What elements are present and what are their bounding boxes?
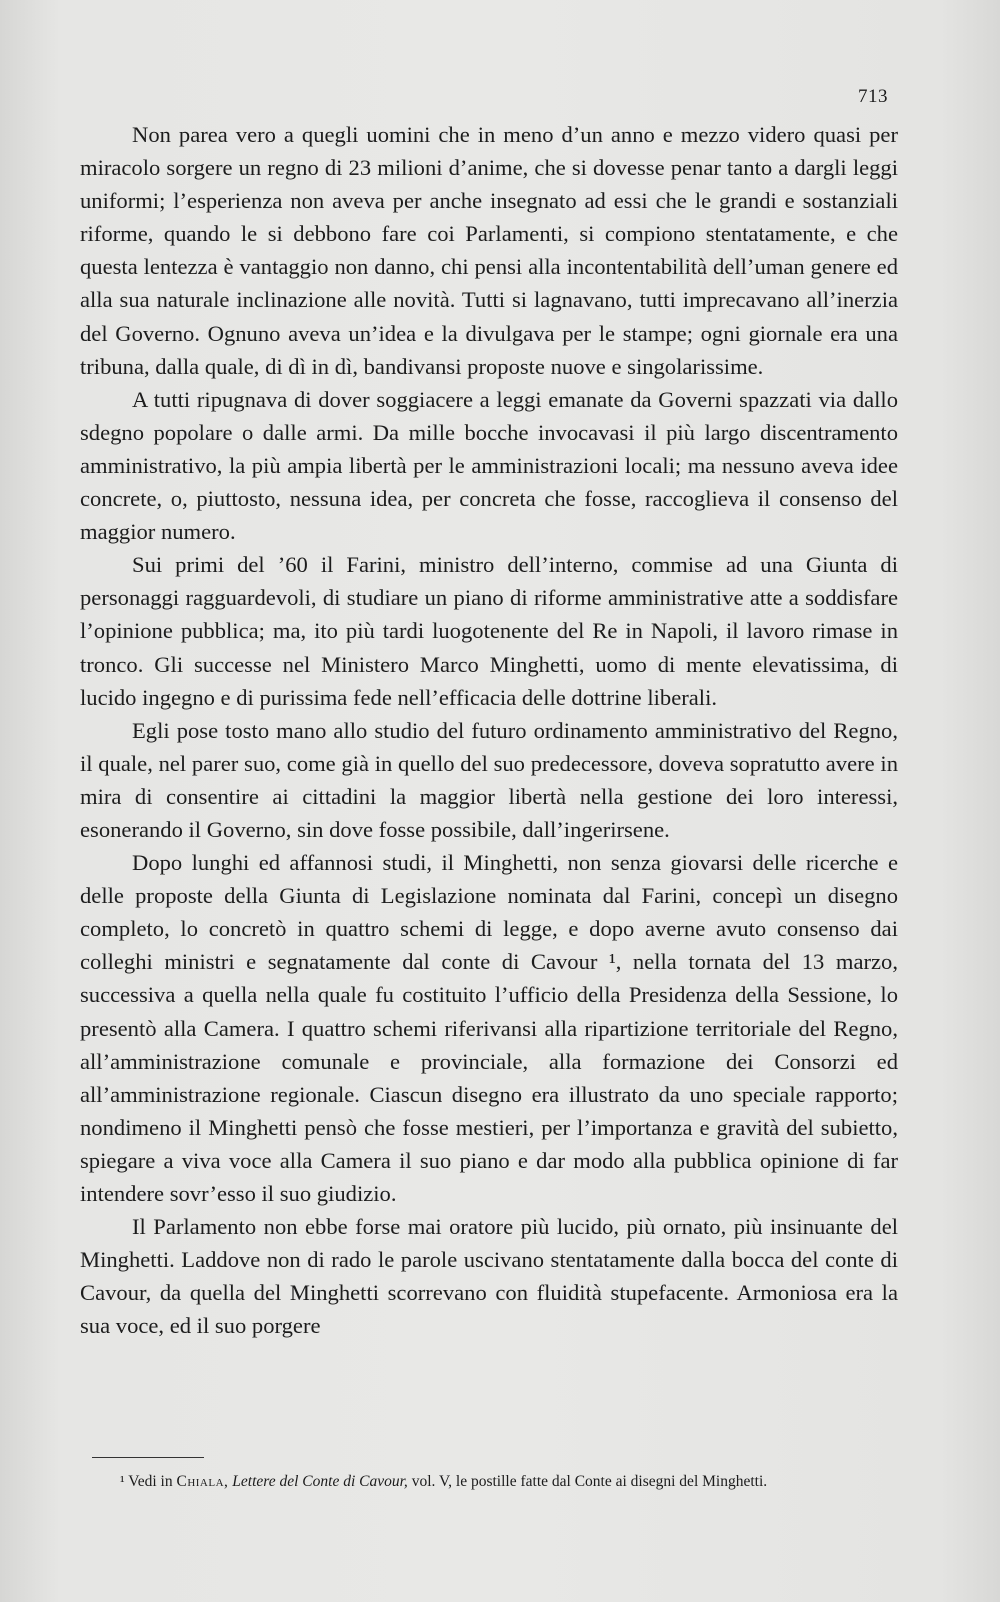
paragraph-5: Dopo lunghi ed affannosi studi, il Minghetti, non senza giovarsi delle ricerche e delle proposte della Giunta di Legislazione nominata dal Farini, concepì un disegno completo, lo concretò in quattro schemi di legge, e dopo averne avuto consenso dai colleghi ministri e segnatamente dal conte di Cavour ¹, nella tornata del 13 marzo, successiva a quella nella quale fu costituito l’ufficio della Presidenza della Sessione, lo presentò alla Camera. I quattro schemi riferivansi alla ripartizione territoriale del Regno, all’amministrazione comunale e provinciale, alla formazione dei Consorzi ed all’amministrazione regionale. Ciascun disegno era illustrato da uno speciale rapporto; nondimeno il Minghetti pensò che fosse mestieri, per l’importanza e gravità del subietto, spiegare a viva voce alla Camera il suo piano e dar modo alla pubblica opinione di far intendere sovr’esso il suo giudizio.	[80, 850, 898, 1206]
footnote	[80, 1469, 898, 1495]
body-text	[80, 118, 898, 1342]
paragraph-3: Sui primi del ’60 il Farini, ministro dell’interno, commise ad una Giunta di personaggi ragguardevoli, di studiare un piano di riforme amministrative atte a soddisfare l’opinione pubblica; ma, ito più tardi luogotenente del Re in Napoli, il lavoro rimase in tronco. Gli successe nel Ministero Marco Minghetti, uomo di mente elevatissima, di lucido ingegno e di purissima fede nell’efficacia delle dottrine liberali.	[80, 552, 898, 710]
paragraph-1: Non parea vero a quegli uomini che in meno d’un anno e mezzo videro quasi per miracolo sorgere un regno di 23 milioni d’anime, che si dovesse penar tanto a dargli leggi uniformi; l’esperienza non aveva per anche insegnato ad essi che le grandi e sostanziali riforme, quando le si debbono fare coi Parlamenti, si compiono stentatamente, e che questa lentezza è vantaggio non danno, chi pensi alla incontentabilità dell’uman genere ed alla sua naturale inclinazione alle novità. Tutti si lagnavano, tutti imprecavano all’inerzia del Governo. Ognuno aveva un’idea e la divulgava per le stampe; ogni giornale era una tribuna, dalla quale, di dì in dì, bandivansi proposte nuove e singolarissime.	[80, 122, 898, 379]
paragraph-6: Il Parlamento non ebbe forse mai oratore più lucido, più ornato, più insinuante del Minghetti. Laddove non di rado le parole uscivano stentatamente dalla bocca del conte di Cavour, da quella del Minghetti scorrevano con fluidità stupefacente. Armoniosa era la sua voce, ed il suo porgere	[80, 1214, 898, 1339]
page-number: 713	[858, 86, 888, 107]
footnote-prefix: Vedi in	[128, 1473, 173, 1490]
footnote-author: Chiala,	[176, 1473, 229, 1490]
paragraph-4: Egli pose tosto mano allo studio del futuro ordinamento amministrativo del Regno, il quale, nel parer suo, come già in quello del suo predecessore, doveva sopratutto avere in mira di consentire ai cittadini la maggior libertà nella gestione dei loro interessi, esonerando il Governo, sin dove fosse possibile, dall’ingerirsene.	[80, 717, 898, 842]
footnote-title: Lettere del Conte di Cavour,	[232, 1473, 408, 1490]
footnote-marker: ¹	[120, 1473, 125, 1490]
footnote-suffix: vol. V, le postille fatte dal Conte ai disegni del Minghetti.	[411, 1473, 768, 1490]
paragraph-2: A tutti ripugnava di dover soggiacere a leggi emanate da Governi spazzati via dallo sdegno popolare o dalle armi. Da mille bocche invocavasi il più largo discentramento amministrativo, la più ampia libertà per le amministrazioni locali; ma nessuno aveva idee concrete, o, piuttosto, nessuna idea, per concreta che fosse, raccoglieva il consenso del maggior numero.	[80, 386, 898, 545]
footnote-rule	[92, 1457, 204, 1458]
